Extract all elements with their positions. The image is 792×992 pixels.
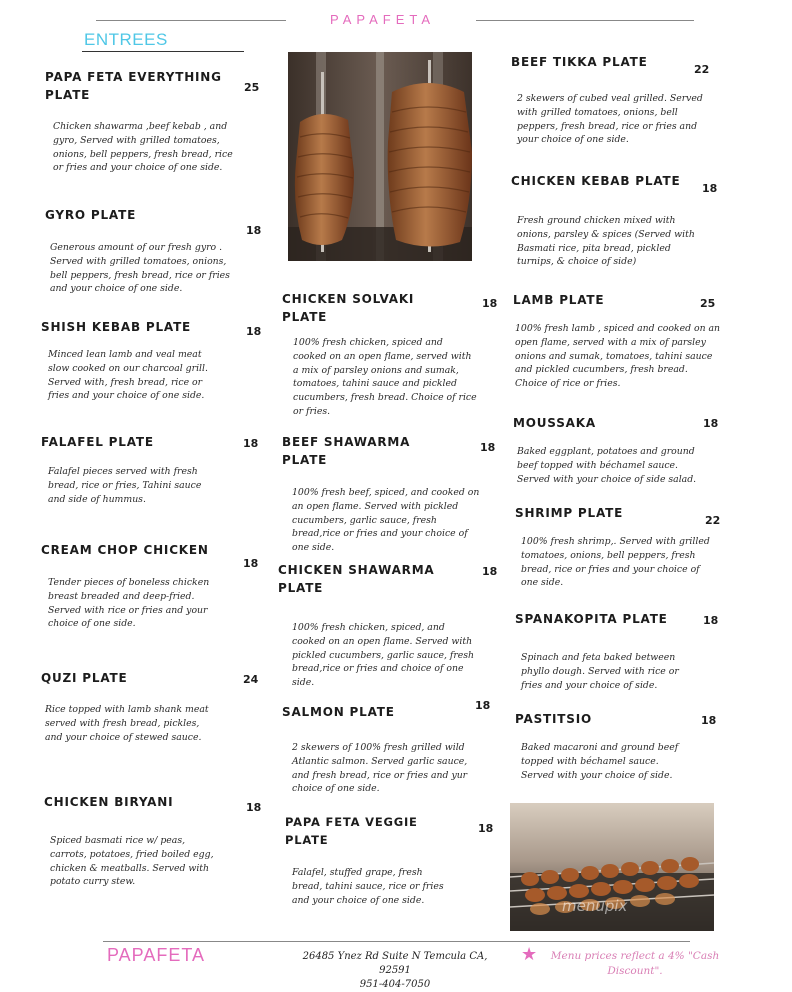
item-desc-spanakopita: Spinach and feta baked between phyllo dough. Served with rice or fries and your choice of side. [521, 652, 679, 691]
item-name-pastitsio: PASTITSIO [515, 712, 592, 726]
item-desc-lamb: 100% fresh lamb , spiced and cooked on an open flame, served with a mix of parsley onions and sumak, tomatoes, tahini sauce and pickled cucumbers, fresh bread. Choice of rice or fries. [515, 323, 721, 390]
item-name-gyro: GYRO PLATE [45, 208, 137, 222]
item-name-falafel: FALAFEL PLATE [41, 435, 154, 449]
item-name-moussaka: MOUSSAKA [513, 416, 596, 430]
item-desc-chicken-shawarma: 100% fresh chicken, spiced, and cooked on an open flame. Served with pickled cucumbers, garlic sauce, fresh bread,rice or fries and choice of one side. [292, 622, 475, 689]
item-desc-beef-shawarma: 100% fresh beef, spiced, and cooked on an open flame. Served with pickled cucumbers, garlic sauce, fresh bread,rice or fries and your choice of one side. [292, 487, 480, 554]
item-name-spanakopita: SPANAKOPITA PLATE [515, 612, 668, 626]
section-title-entrees: ENTREES [84, 30, 168, 49]
item-name-chicken-solvaki: CHICKEN SOLVAKI PLATE [282, 292, 415, 324]
item-price-beef-shawarma: 18 [480, 441, 496, 454]
item-price-shrimp: 22 [705, 514, 721, 527]
header-brand: PAPAFETA [330, 12, 436, 27]
item-desc-chicken-solvaki: 100% fresh chicken, spiced and cooked on an open flame, served with a mix of parsley onions and sumak, tomatoes, tahini sauce and pickled cucumbers, fresh bread. Choice of rice or fries. [293, 337, 477, 417]
item-name-chicken-biryani: CHICKEN BIRYANI [44, 795, 174, 809]
item-desc-moussaka: Baked eggplant, potatoes and ground beef topped with béchamel sauce. Served with your choice of side salad. [517, 446, 697, 485]
item-name-lamb: LAMB PLATE [513, 293, 605, 307]
item-desc-pastitsio: Baked macaroni and ground beef topped with béchamel sauce. Served with your choice of side. [521, 742, 679, 781]
footer-brand: PAPAFETA [107, 945, 206, 965]
item-price-cream-chop-chicken: 18 [243, 557, 259, 570]
item-name-beef-tikka: BEEF TIKKA PLATE [511, 55, 648, 69]
footer-address-line1: 26485 Ynez Rd Suite N Temcula CA, [302, 951, 488, 962]
item-name-chicken-shawarma: CHICKEN SHAWARMA PLATE [278, 563, 435, 595]
item-desc-shish-kebab: Minced lean lamb and veal meat slow cooked on our charcoal grill. Served with, fresh bread, rice or fries and your choice of one side. [48, 349, 208, 402]
item-price-papa-feta-veggie: 18 [478, 822, 494, 835]
item-price-papa-feta-everything: 25 [244, 81, 260, 94]
item-price-falafel: 18 [243, 437, 259, 450]
photo-shawarma-spits [288, 52, 472, 261]
footer-address [290, 950, 500, 992]
item-price-pastitsio: 18 [701, 714, 717, 727]
item-name-chicken-kebab: CHICKEN KEBAB PLATE [511, 174, 681, 188]
item-desc-salmon: 2 skewers of 100% fresh grilled wild Atlantic salmon. Served garlic sauce, and fresh bread, rice or fries and yur choice of one side. [292, 742, 468, 795]
item-desc-beef-tikka: 2 skewers of cubed veal grilled. Served with grilled tomatoes, onions, bell peppers, fresh bread, rice or fries and your choice of one side. [517, 93, 703, 146]
item-price-moussaka: 18 [703, 417, 719, 430]
item-name-salmon: SALMON PLATE [282, 705, 395, 719]
item-desc-shrimp: 100% fresh shrimp,. Served with grilled tomatoes, onions, bell peppers, fresh bread, rice or fries and your choice of one side. [521, 536, 710, 589]
item-desc-papa-feta-everything: Chicken shawarma ,beef kebab , and gyro, Served with grilled tomatoes, onions, bell peppers, fresh bread, rice or fries and your choice of one side. [53, 121, 233, 174]
photo-grilled-skewers [510, 803, 714, 931]
item-price-salmon: 18 [475, 699, 491, 712]
star-icon: ★ [521, 944, 538, 964]
item-price-beef-tikka: 22 [694, 63, 710, 76]
item-name-papa-feta-everything: PAPA FETA EVERYTHING PLATE [45, 70, 222, 102]
item-price-chicken-biryani: 18 [246, 801, 262, 814]
item-desc-chicken-biryani: Spiced basmati rice w/ peas, carrots, potatoes, fried boiled egg, chicken & meatballs. Served with potato curry stew. [50, 835, 214, 888]
item-price-lamb: 25 [700, 297, 716, 310]
item-name-shrimp: SHRIMP PLATE [515, 506, 624, 520]
footer-phone: 951-404-7050 [359, 979, 431, 990]
item-price-chicken-kebab: 18 [702, 182, 718, 195]
item-desc-chicken-kebab: Fresh ground chicken mixed with onions, parsley & spices (Served with Basmati rice, pita bread, pickled turnips, & choice of side) [517, 215, 695, 268]
item-name-shish-kebab: SHISH KEBAB PLATE [41, 320, 192, 334]
item-price-shish-kebab: 18 [246, 325, 262, 338]
item-desc-falafel: Falafel pieces served with fresh bread, rice or fries, Tahini sauce and side of hummus. [48, 466, 202, 505]
item-price-quzi: 24 [243, 673, 259, 686]
item-name-cream-chop-chicken: CREAM CHOP CHICKEN [41, 543, 209, 557]
footer-cash-discount-note: Menu prices reflect a 4% "Cash Discount". [550, 950, 720, 977]
item-price-chicken-shawarma: 18 [482, 565, 498, 578]
item-desc-gyro: Generous amount of our fresh gyro . Served with grilled tomatoes, onions, bell peppers, fresh bread, rice or fries and your choice of one side. [50, 242, 230, 295]
item-desc-papa-feta-veggie: Falafel, stuffed grape, fresh bread, tahini sauce, rice or fries and your choice of one side. [292, 867, 444, 906]
item-price-chicken-solvaki: 18 [482, 297, 498, 310]
item-price-gyro: 18 [246, 224, 262, 237]
item-name-papa-feta-veggie: PAPA FETA VEGGIE PLATE [285, 815, 418, 847]
photo-watermark: menupix [562, 897, 628, 915]
item-name-quzi: QUZI PLATE [41, 671, 128, 685]
item-price-spanakopita: 18 [703, 614, 719, 627]
item-desc-quzi: Rice topped with lamb shank meat served with fresh bread, pickles, and your choice of stewed sauce. [45, 704, 209, 743]
footer-address-line2: 92591 [379, 965, 411, 976]
item-name-beef-shawarma: BEEF SHAWARMA PLATE [282, 435, 411, 467]
item-desc-cream-chop-chicken: Tender pieces of boneless chicken breast breaded and deep-fried. Served with rice or fries and your choice of one side. [48, 577, 210, 630]
